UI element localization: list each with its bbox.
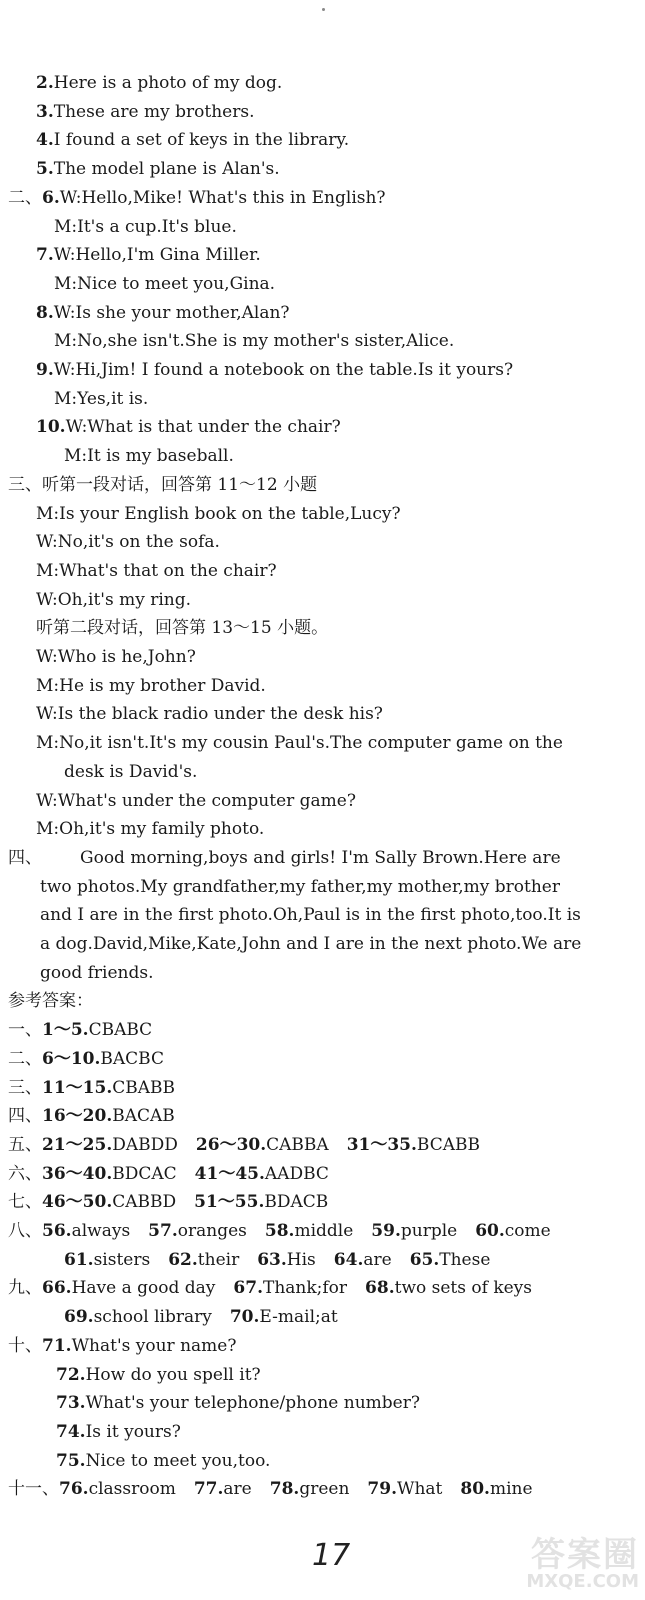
answer-number: 46～50. — [42, 1192, 113, 1213]
line-text: W:Hello,Mike! What's this in English? — [59, 187, 386, 208]
answer-text: His — [286, 1249, 316, 1270]
transcript-line — [36, 675, 266, 697]
answer-line — [8, 1163, 329, 1185]
line-text: W:Is the black radio under the desk his? — [36, 704, 383, 725]
answer-text: What — [397, 1479, 443, 1500]
transcript-line — [8, 187, 386, 209]
answer-text: Nice to meet you,too. — [85, 1450, 271, 1471]
section-marker: 三、 — [8, 474, 42, 495]
transcript-line — [36, 646, 196, 668]
answer-text: BDCAC — [112, 1163, 177, 1184]
transcript-line — [64, 445, 234, 467]
answer-line — [8, 1077, 175, 1099]
answer-number: 76. — [59, 1479, 89, 1500]
answer-number: 65. — [409, 1249, 440, 1270]
line-text: W:Who is he,John? — [36, 647, 196, 667]
watermark-logo-text: 答案圈 — [531, 1535, 639, 1575]
line-text: W:Hello,I'm Gina Miller. — [53, 245, 261, 266]
line-text: M:No,she isn't.She is my mother's sister,Alice. — [54, 331, 455, 352]
transcript-line — [64, 761, 197, 783]
line-text: M:It's a cup.It's blue. — [54, 216, 237, 237]
answer-line — [8, 1335, 236, 1357]
answer-number: 56. — [42, 1221, 72, 1241]
item-number: 10. — [36, 417, 66, 438]
line-text: 听第一段对话，回答第 11～12 小题 — [42, 474, 318, 495]
answer-number: 66. — [42, 1278, 72, 1299]
answer-text: CABBD — [112, 1192, 177, 1213]
transcript-line — [36, 589, 191, 611]
answer-number: 16～20. — [42, 1106, 113, 1127]
line-text: M:Is your English book on the table,Lucy? — [36, 503, 401, 524]
passage-text: Good morning,boys and girls! I'm Sally Brown.Here are — [80, 847, 561, 868]
answers-heading: 参考答案： — [8, 991, 93, 1012]
line-text: I found a set of keys in the library. — [53, 130, 350, 151]
answer-text: always — [71, 1221, 131, 1241]
answer-number: 1～5. — [42, 1020, 89, 1041]
answer-number: 61. — [64, 1249, 94, 1270]
answer-line — [8, 1277, 532, 1299]
line-text: W:What is that under the chair? — [65, 417, 341, 438]
passage-line — [40, 962, 154, 984]
answer-number: 69. — [64, 1307, 94, 1328]
answer-text: come — [504, 1221, 551, 1241]
transcript-line — [36, 101, 254, 123]
transcript-line — [36, 703, 383, 725]
site-watermark — [469, 1527, 639, 1595]
answer-text: are — [363, 1249, 392, 1270]
answer-number: 51～55. — [194, 1192, 265, 1213]
answer-text: BCABB — [416, 1134, 480, 1155]
answer-text: BACBC — [100, 1048, 164, 1069]
passage-line — [40, 876, 560, 898]
page-number: 17 — [312, 1538, 351, 1573]
transcript-line — [36, 244, 261, 266]
answer-number: 77. — [193, 1479, 224, 1500]
answer-number: 74. — [56, 1421, 86, 1442]
line-text: desk is David's. — [64, 761, 198, 782]
section-marker: 七、 — [8, 1192, 42, 1213]
section-marker: 五、 — [8, 1134, 42, 1155]
answer-number: 72. — [56, 1364, 86, 1385]
answer-text: BDACB — [264, 1192, 329, 1213]
transcript-line — [36, 359, 513, 381]
item-number: 9. — [36, 360, 54, 380]
answer-text: CABBA — [266, 1134, 329, 1155]
line-text: W:Oh,it's my ring. — [36, 589, 192, 610]
answer-number: 80. — [460, 1479, 490, 1500]
passage-text: a dog.David,Mike,Kate,John and I are in the next photo.We are — [40, 934, 582, 954]
answer-text: Thank;for — [262, 1278, 348, 1299]
item-number: 4. — [36, 130, 54, 151]
line-text: M:No,it isn't.It's my cousin Paul's.The computer game on the — [36, 733, 563, 754]
answer-line — [56, 1450, 270, 1472]
answer-number: 70. — [229, 1307, 260, 1328]
answer-line — [8, 1134, 480, 1156]
answer-number: 78. — [269, 1479, 300, 1500]
section-marker: 六、 — [8, 1163, 42, 1184]
answer-text: What's your telephone/phone number? — [85, 1393, 420, 1414]
passage-text: two photos.My grandfather,my father,my mother,my brother — [40, 876, 560, 897]
line-text: 听第二段对话，回答第 13～15 小题。 — [36, 618, 329, 639]
item-number: 2. — [36, 73, 54, 93]
answer-text: are — [223, 1479, 252, 1500]
line-text: M:Yes,it is. — [54, 388, 149, 409]
line-text: W:Hi,Jim! I found a notebook on the table.Is it yours? — [53, 360, 514, 380]
answer-text: two sets of keys — [394, 1278, 533, 1299]
transcript-line — [54, 330, 454, 352]
answer-number: 26～30. — [195, 1134, 267, 1155]
answer-line — [64, 1306, 338, 1328]
section-marker: 九、 — [8, 1278, 42, 1299]
transcript-line — [36, 732, 563, 754]
transcript-line — [54, 273, 275, 295]
transcript-line — [36, 416, 341, 438]
answer-line — [8, 1220, 551, 1242]
line-text: W:Is she your mother,Alan? — [53, 302, 290, 323]
answer-text: AADBC — [264, 1163, 329, 1184]
transcript-line — [36, 790, 356, 812]
line-text: M:What's that on the chair? — [36, 560, 277, 581]
passage-line — [40, 904, 581, 926]
passage-line — [40, 933, 581, 955]
transcript-line — [8, 474, 317, 496]
section-marker: 四、 — [8, 847, 42, 868]
answer-number: 41～45. — [194, 1163, 265, 1184]
line-text: M:Nice to meet you,Gina. — [54, 273, 276, 294]
item-number: 7. — [36, 245, 54, 266]
passage-text: and I are in the first photo.Oh,Paul is in the first photo,too.It is — [40, 905, 581, 926]
answer-number: 6～10. — [42, 1048, 101, 1069]
section-marker: 十一、 — [8, 1479, 59, 1500]
transcript-line — [36, 129, 349, 151]
answer-number: 73. — [56, 1393, 86, 1414]
answer-number: 36～40. — [42, 1163, 113, 1184]
line-text: M:He is my brother David. — [36, 675, 266, 696]
passage-line — [8, 847, 561, 869]
answer-line — [8, 1019, 152, 1041]
answer-text: mine — [489, 1479, 533, 1500]
answer-text: These — [439, 1249, 491, 1270]
section-marker: 一、 — [8, 1020, 42, 1041]
section-marker: 八、 — [8, 1221, 42, 1241]
scan-speck — [322, 8, 325, 11]
answer-line — [8, 1191, 328, 1213]
answer-number: 58. — [264, 1221, 295, 1241]
answer-line — [8, 1048, 164, 1070]
passage-text: good friends. — [40, 962, 154, 983]
line-text: W:No,it's on the sofa. — [36, 532, 220, 553]
answer-text: CBABC — [88, 1020, 153, 1041]
section-marker: 四、 — [8, 1106, 42, 1127]
item-number: 8. — [36, 302, 54, 323]
answer-line — [56, 1392, 420, 1414]
transcript-line — [36, 302, 290, 324]
answer-text: oranges — [177, 1221, 247, 1241]
answer-text: BACAB — [112, 1106, 175, 1127]
line-text: These are my brothers. — [53, 101, 255, 122]
answer-text: E-mail;at — [259, 1307, 338, 1328]
answer-number: 59. — [371, 1221, 401, 1241]
answer-number: 31～35. — [346, 1134, 417, 1155]
answer-number: 71. — [42, 1335, 72, 1356]
answer-text: their — [197, 1249, 240, 1270]
line-text: Here is a photo of my dog. — [53, 73, 283, 93]
line-text: The model plane is Alan's. — [53, 159, 280, 180]
transcript-line — [36, 617, 328, 639]
answer-text: How do you spell it? — [85, 1364, 261, 1385]
answer-text: Have a good day — [71, 1278, 216, 1299]
item-number: 5. — [36, 159, 54, 180]
section-marker: 三、 — [8, 1077, 42, 1098]
answer-text: middle — [294, 1221, 354, 1241]
transcript-line — [36, 503, 401, 525]
answer-number: 75. — [56, 1450, 86, 1471]
watermark-url: MXQE.COM — [526, 1571, 639, 1592]
section-marker: 十、 — [8, 1335, 42, 1356]
answer-number: 64. — [333, 1249, 364, 1270]
transcript-line — [54, 388, 148, 410]
answer-line — [56, 1421, 181, 1443]
section-marker: 二、 — [8, 1048, 42, 1069]
answer-line — [56, 1364, 261, 1386]
answer-number: 63. — [257, 1249, 287, 1270]
answer-text: classroom — [88, 1479, 176, 1500]
answer-text: What's your name? — [71, 1335, 237, 1356]
answer-line — [64, 1249, 490, 1271]
line-text: M:It is my baseball. — [64, 446, 234, 467]
transcript-line — [36, 531, 220, 553]
transcript-line — [54, 216, 237, 238]
transcript-line — [36, 158, 280, 180]
item-number: 3. — [36, 101, 54, 122]
answer-line — [8, 1478, 533, 1500]
answer-text: school library — [93, 1307, 212, 1328]
answer-number: 79. — [367, 1479, 397, 1500]
transcript-line — [36, 560, 277, 582]
answer-text: CBABB — [112, 1077, 175, 1098]
answer-text: DABDD — [112, 1134, 178, 1155]
answer-number: 21～25. — [42, 1134, 113, 1155]
answer-text: sisters — [93, 1249, 151, 1270]
line-text: M:Oh,it's my family photo. — [36, 819, 265, 840]
transcript-line — [36, 72, 282, 94]
answer-number: 62. — [168, 1249, 198, 1270]
answer-line — [8, 1105, 175, 1127]
answer-number: 67. — [233, 1278, 263, 1299]
answer-number: 60. — [475, 1221, 505, 1241]
item-number: 6. — [42, 187, 60, 208]
answer-text: Is it yours? — [85, 1421, 181, 1442]
answer-text: purple — [400, 1221, 458, 1241]
answer-text: green — [299, 1479, 350, 1500]
transcript-line — [36, 818, 264, 840]
answer-number: 11～15. — [42, 1077, 113, 1098]
section-marker: 二、 — [8, 187, 42, 208]
answer-number: 68. — [365, 1278, 395, 1299]
line-text: W:What's under the computer game? — [36, 790, 356, 811]
answer-number: 57. — [148, 1221, 178, 1241]
